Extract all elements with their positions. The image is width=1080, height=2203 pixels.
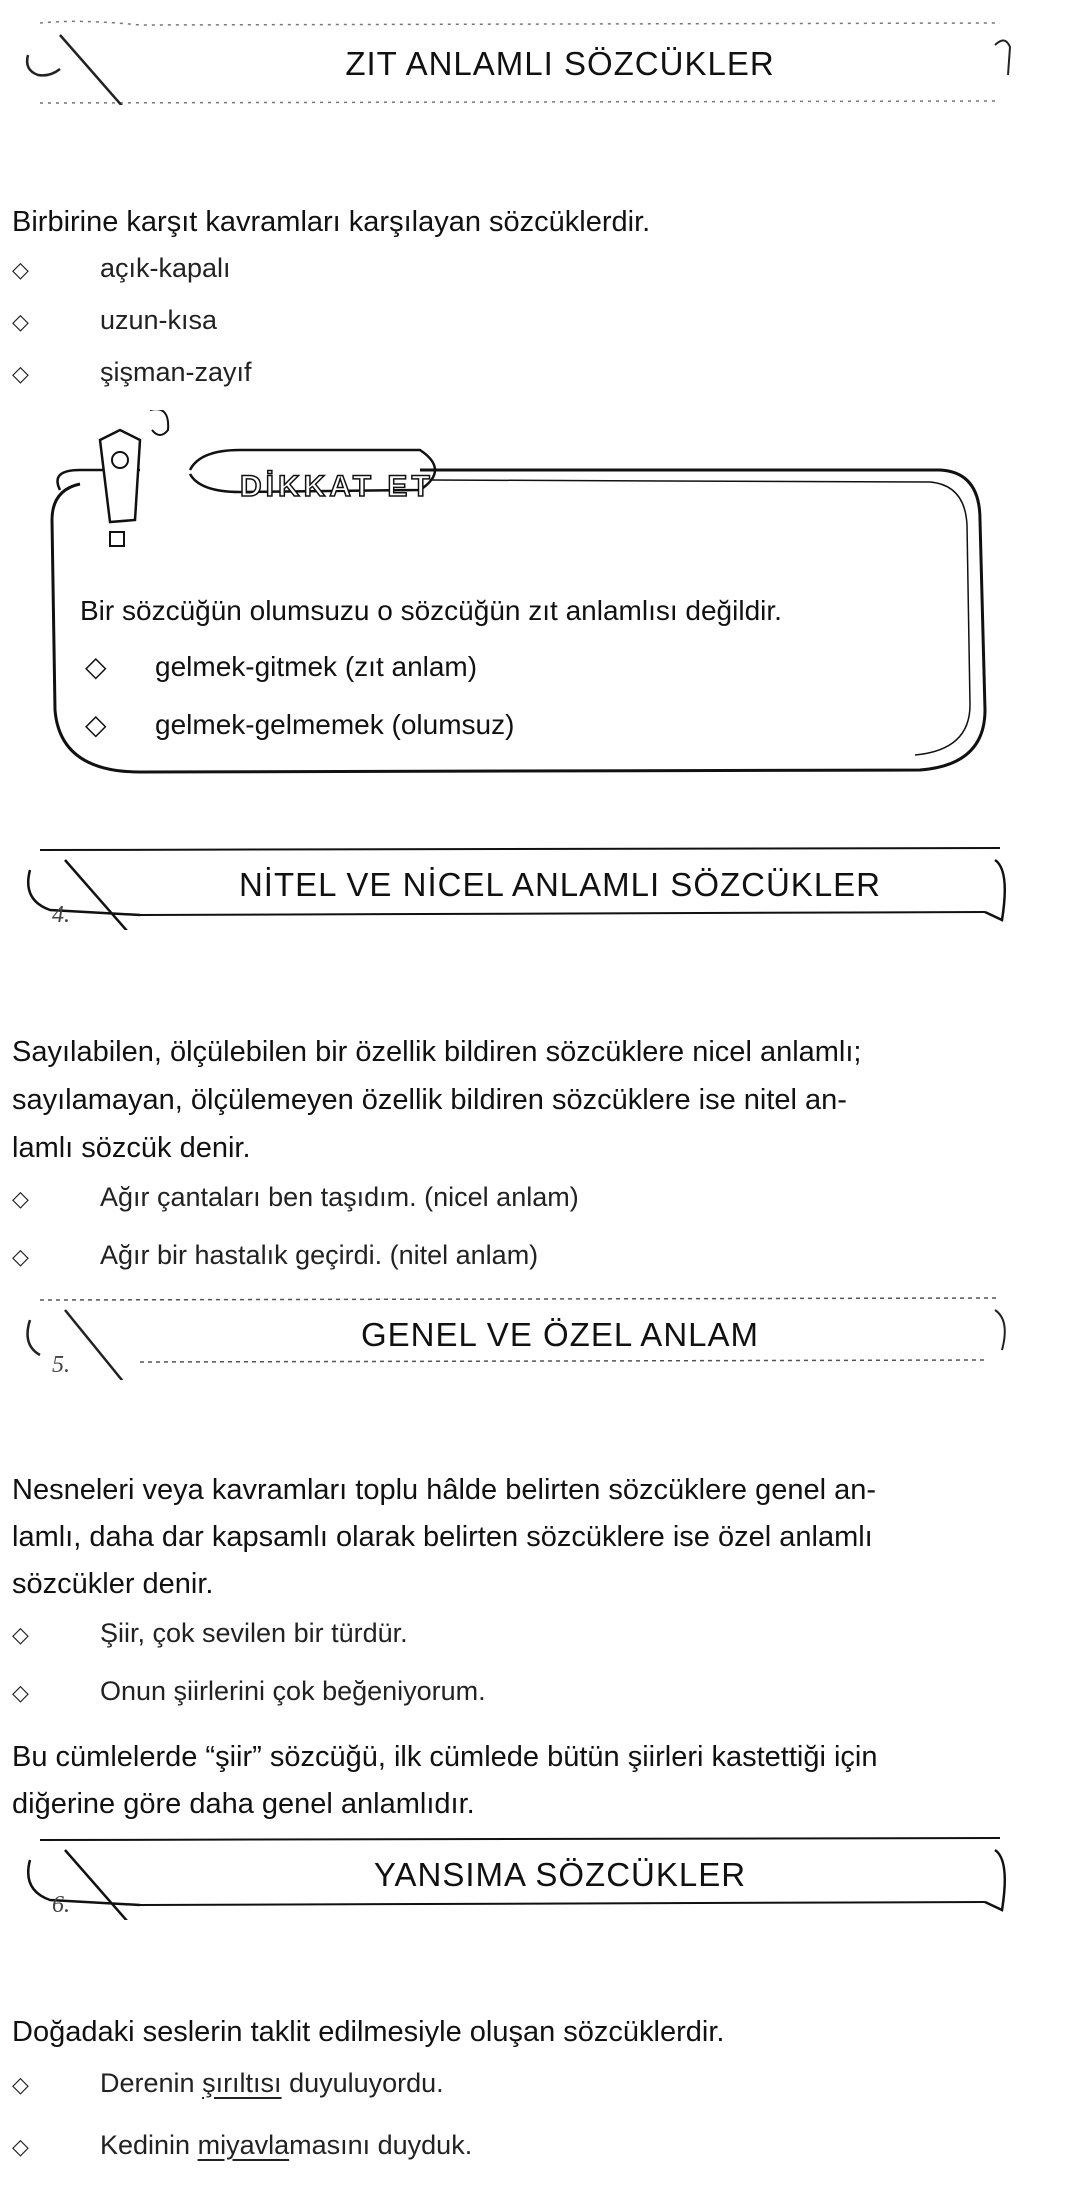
diamond-bullet-icon: ◇: [12, 1679, 29, 1705]
diamond-bullet-icon: ◇: [12, 2071, 29, 2097]
list-item: ◇ Şiir, çok sevilen bir türdür.: [12, 1618, 408, 1648]
exclamation-icon: [100, 430, 140, 522]
section-header-nitel: [20, 840, 1020, 930]
dikkat-callout: [40, 410, 1010, 785]
section-number: 4.: [52, 902, 70, 928]
diamond-bullet-icon: ◇: [12, 1185, 29, 1211]
list-item: ◇ Ağır çantaları ben taşıdım. (nicel anlam): [12, 1182, 579, 1212]
section-header-yansima: [20, 1830, 1020, 1920]
note-line: diğerine göre daha genel anlamlıdır.: [12, 1788, 475, 1820]
dikkat-text: Bir sözcüğün olumsuzu o sözcüğün zıt anlamlısı değildir.: [80, 595, 782, 626]
list-item: ◇ uzun-kısa: [12, 305, 218, 335]
list-item: ◇ gelmek-gelmemek (olumsuz): [85, 709, 515, 740]
diamond-bullet-icon: ◇: [85, 709, 107, 740]
section-title: GENEL VE ÖZEL ANLAM: [360, 1316, 760, 1353]
note-line: Bu cümlelerde “şiir” sözcüğü, ilk cümlede bütün şiirleri kastettiği için: [12, 1741, 878, 1773]
section-number: 5.: [52, 1352, 70, 1378]
section-title: NİTEL VE NİCEL ANLAMLI SÖZCÜKLER: [238, 866, 882, 903]
definition-line: sayılamayan, ölçülemeyen özellik bildiren sözcüklere ise nitel an-: [12, 1084, 847, 1116]
diamond-bullet-icon: ◇: [12, 2133, 29, 2159]
list-item: ◇ Onun şiirlerini çok beğeniyorum.: [12, 1676, 486, 1706]
list-item: ◇ Derenin şırıltısı duyuluyordu.: [12, 2068, 444, 2098]
dikkat-et-label: DİKKAT ET: [240, 470, 434, 503]
underlined-word: şırıltısı: [202, 2068, 282, 2098]
diamond-bullet-icon: ◇: [85, 651, 107, 682]
list-item: ◇ Kedinin miyavlamasını duyduk.: [12, 2130, 473, 2160]
section-title: ZIT ANLAMLI SÖZCÜKLER: [345, 45, 775, 82]
list-item: ◇ açık-kapalı: [12, 253, 231, 283]
section-number: 6.: [52, 1892, 70, 1918]
diamond-bullet-icon: ◇: [12, 308, 29, 334]
list-item: ◇ gelmek-gitmek (zıt anlam): [85, 651, 478, 682]
diamond-bullet-icon: ◇: [12, 360, 29, 386]
definition-line: lamlı, daha dar kapsamlı olarak belirten sözcüklere ise özel anlamlı: [12, 1521, 873, 1553]
section-header-zit: [20, 15, 1020, 105]
list-item: ◇ Ağır bir hastalık geçirdi. (nitel anlam): [12, 1240, 539, 1270]
list-item: ◇ şişman-zayıf: [12, 357, 252, 387]
definition-text: Doğadaki seslerin taklit edilmesiyle oluşan sözcüklerdir.: [12, 2016, 725, 2048]
definition-line: Nesneleri veya kavramları toplu hâlde belirten sözcüklere genel an-: [12, 1474, 877, 1506]
section-header-genel: [20, 1290, 1020, 1380]
diamond-bullet-icon: ◇: [12, 1243, 29, 1269]
diamond-bullet-icon: ◇: [12, 256, 29, 282]
definition-line: lamlı sözcük denir.: [12, 1132, 251, 1164]
section-title: YANSIMA SÖZCÜKLER: [373, 1856, 747, 1893]
definition-text: Birbirine karşıt kavramları karşılayan sözcüklerdir.: [12, 206, 651, 238]
diamond-bullet-icon: ◇: [12, 1621, 29, 1647]
definition-line: Sayılabilen, ölçülebilen bir özellik bildiren sözcüklere nicel anlamlı;: [12, 1036, 862, 1068]
definition-line: sözcükler denir.: [12, 1568, 214, 1600]
underlined-word: miyavla: [197, 2130, 290, 2160]
